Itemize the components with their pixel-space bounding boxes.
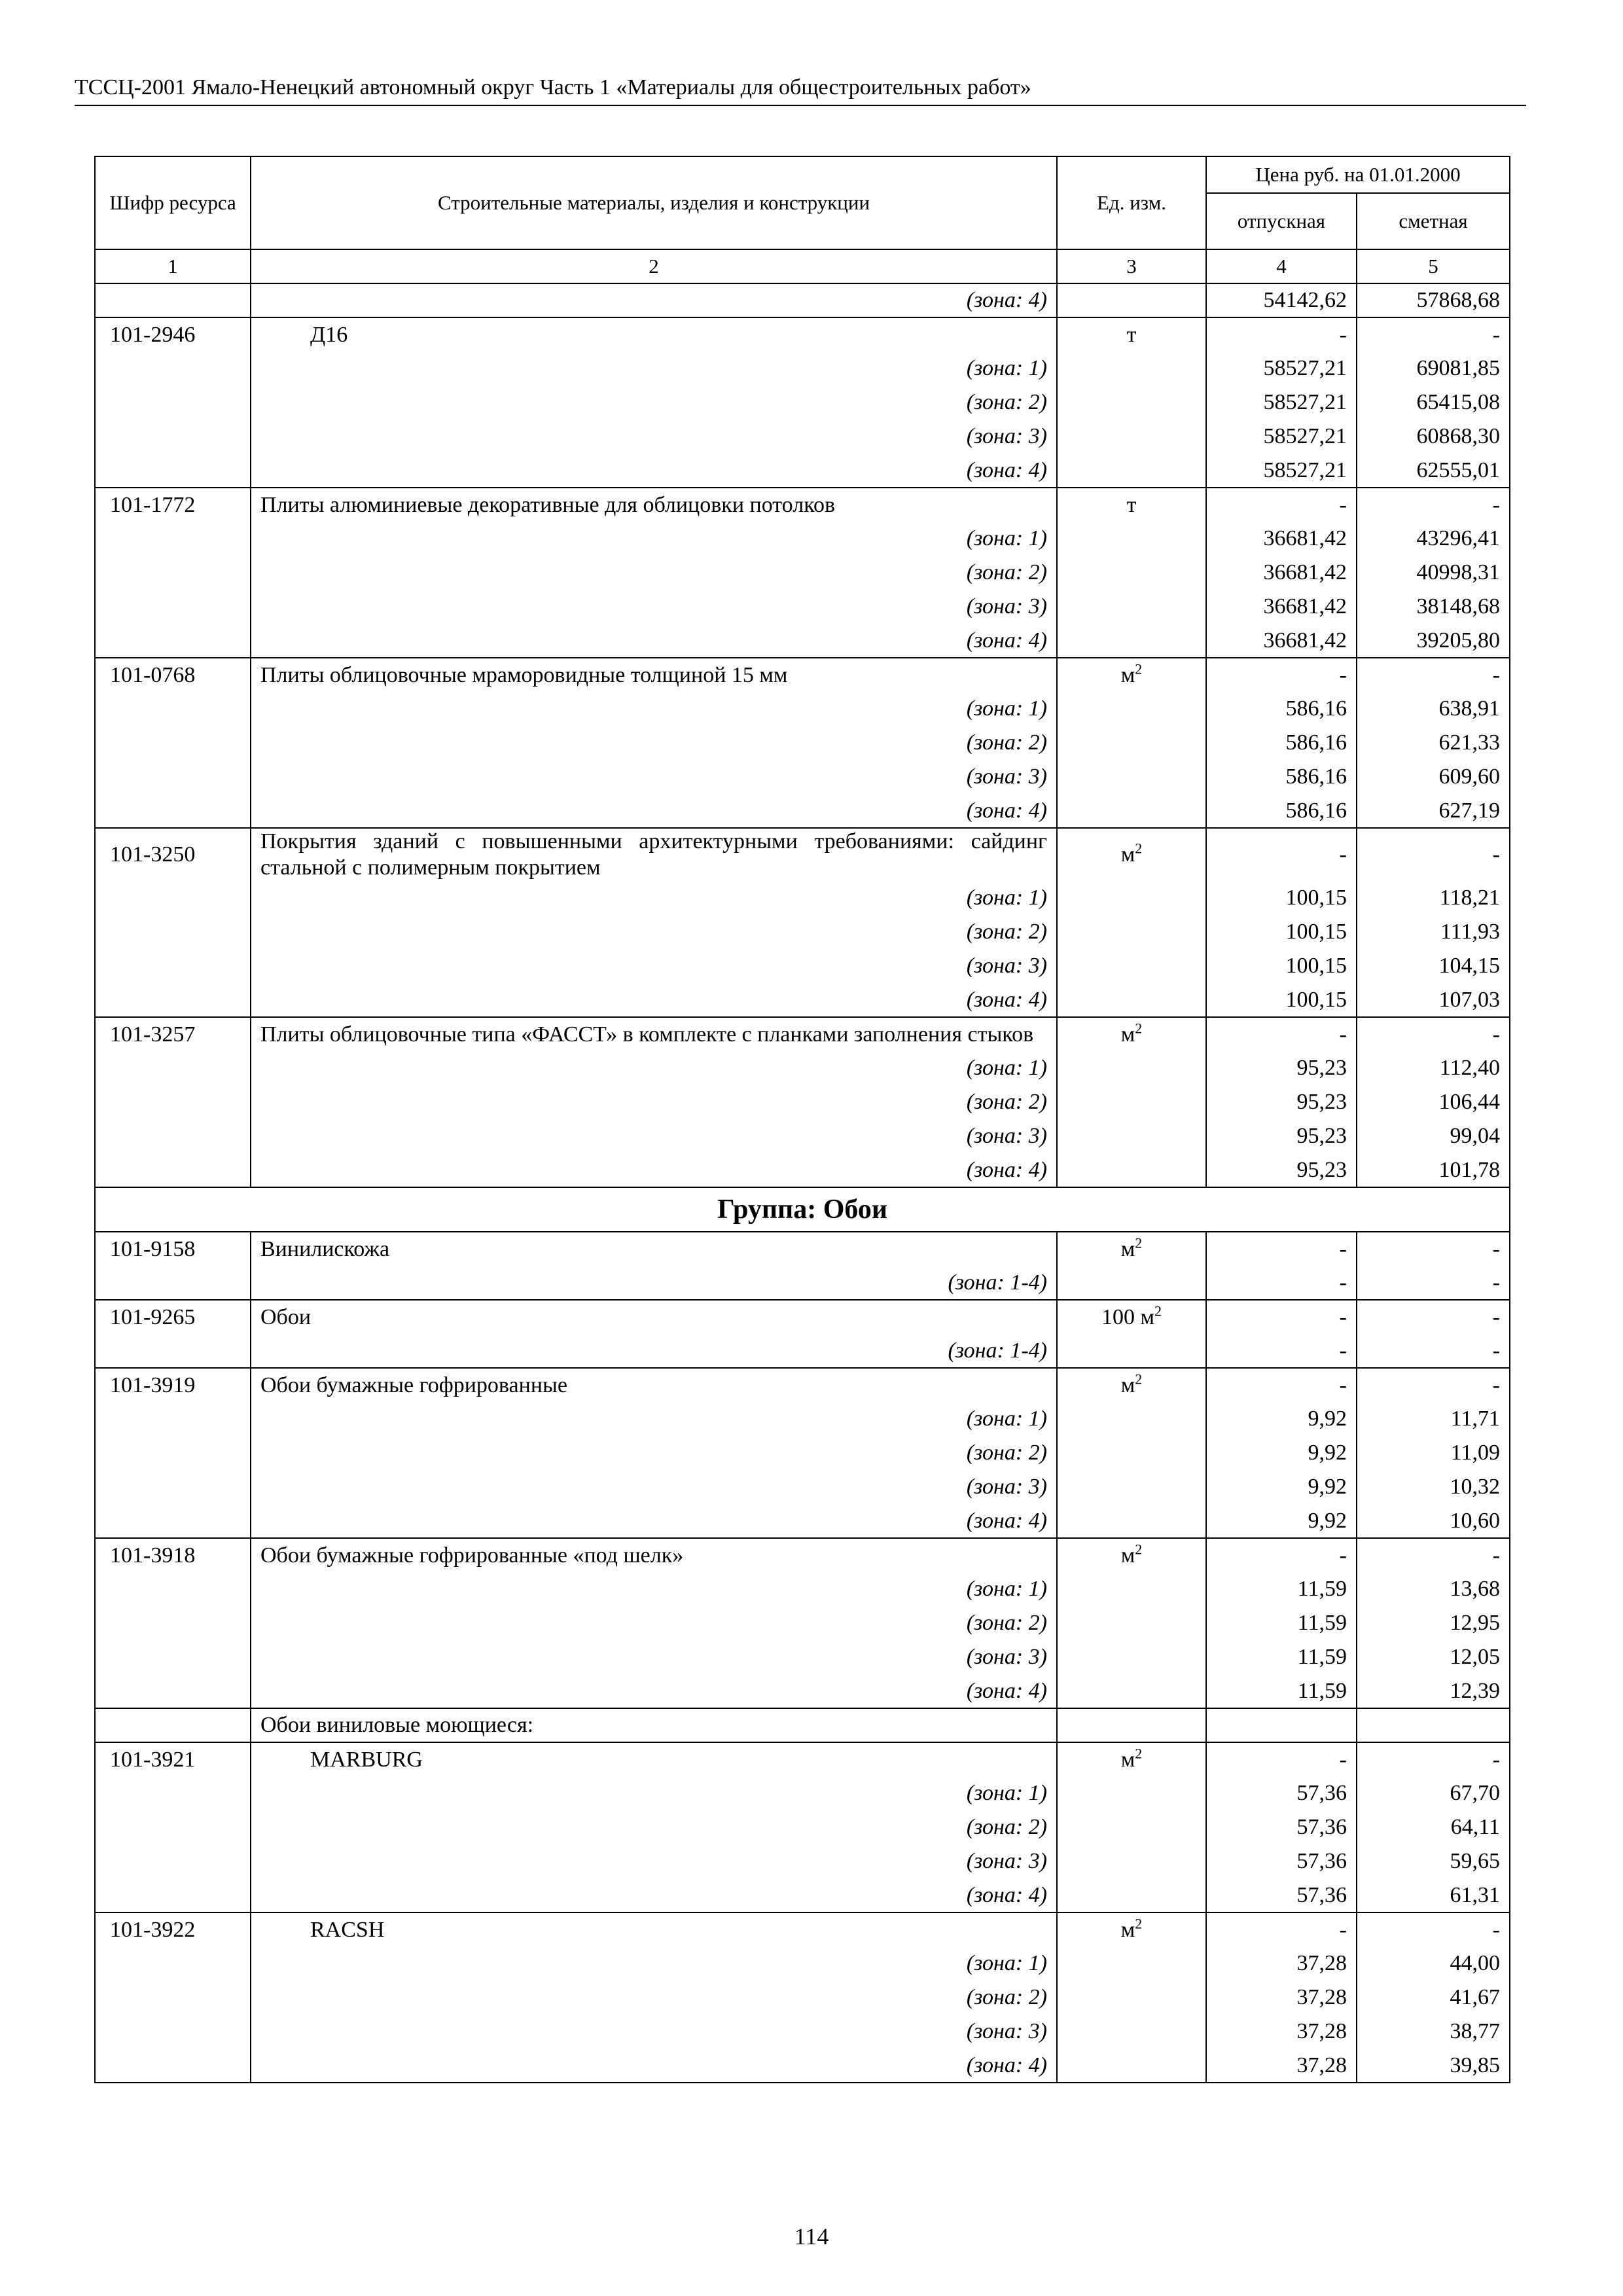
release-price: 9,92	[1206, 1470, 1357, 1504]
estimate-price: 69081,85	[1357, 351, 1510, 386]
release-price: -	[1206, 828, 1357, 881]
table-row	[95, 1300, 1510, 1368]
unit-exponent: 2	[1135, 1541, 1143, 1558]
column-numbers-row	[95, 249, 1510, 283]
unit-text: м	[1120, 1543, 1135, 1568]
estimate-price: 638,91	[1357, 692, 1510, 726]
estimate-price: -	[1357, 317, 1510, 351]
material-name: Плиты алюминиевые декоративные для облицовки потолков	[251, 488, 1057, 522]
release-price: 58527,21	[1206, 454, 1357, 488]
estimate-price: 44,00	[1357, 1946, 1510, 1981]
estimate-price: 11,09	[1357, 1436, 1510, 1470]
estimate-price: -	[1357, 828, 1510, 881]
release-price: -	[1206, 1368, 1357, 1402]
release-price: 54142,62	[1206, 283, 1357, 317]
material-name: MARBURG	[251, 1742, 1057, 1776]
zone-label: (зона: 2)	[251, 1085, 1057, 1119]
table-row	[95, 317, 1510, 488]
release-price: 11,59	[1206, 1640, 1357, 1674]
estimate-price: -	[1357, 658, 1510, 692]
unit-exponent: 2	[1135, 1020, 1143, 1037]
estimate-price: 10,60	[1357, 1504, 1510, 1538]
zone-label: (зона: 3)	[251, 420, 1057, 454]
estimate-price: 65415,08	[1357, 386, 1510, 420]
page-header: ТССЦ-2001 Ямало-Ненецкий автономный округ Часть 1 «Материалы для общестроительных работ»	[75, 73, 1526, 106]
unit-exponent: 2	[1135, 1745, 1143, 1762]
zone-label: (зона: 2)	[251, 915, 1057, 949]
resource-code: 101-3919	[95, 1368, 251, 1402]
unit-exponent: 2	[1135, 840, 1143, 857]
zone-label: (зона: 1)	[251, 1051, 1057, 1085]
resource-code: 101-3250	[95, 828, 251, 881]
table-row	[95, 1538, 1510, 1708]
estimate-price: 609,60	[1357, 760, 1510, 794]
col-number: 2	[251, 249, 1057, 283]
release-price: 36681,42	[1206, 590, 1357, 624]
unit-text: м	[1120, 1236, 1135, 1261]
release-price: 100,15	[1206, 881, 1357, 915]
release-price: 586,16	[1206, 760, 1357, 794]
estimate-price: 62555,01	[1357, 454, 1510, 488]
zone-label: (зона: 2)	[251, 1606, 1057, 1640]
release-price: 11,59	[1206, 1606, 1357, 1640]
material-name: Обои бумажные гофрированные «под шелк»	[251, 1538, 1057, 1572]
zone-label: (зона: 4)	[251, 1878, 1057, 1912]
release-price: 11,59	[1206, 1674, 1357, 1708]
zone-label: (зона: 4)	[251, 2049, 1057, 2083]
price-table	[94, 156, 1510, 2083]
release-price: -	[1206, 1232, 1357, 1266]
release-price: 100,15	[1206, 915, 1357, 949]
estimate-price: 39205,80	[1357, 624, 1510, 658]
group-title: Группа: Обои	[95, 1187, 1510, 1232]
zone-label: (зона: 4)	[251, 624, 1057, 658]
release-price: 57,36	[1206, 1878, 1357, 1912]
unit: т	[1057, 317, 1206, 351]
release-price: 57,36	[1206, 1844, 1357, 1878]
release-price: -	[1206, 1912, 1357, 1946]
subgroup-heading-row	[95, 1708, 1510, 1742]
zone-label: (зона: 2)	[251, 726, 1057, 760]
estimate-price: 13,68	[1357, 1572, 1510, 1606]
release-price: -	[1206, 1538, 1357, 1572]
unit	[1057, 1368, 1206, 1402]
resource-code: 101-3918	[95, 1538, 251, 1572]
release-price: 37,28	[1206, 1946, 1357, 1981]
zone-label: (зона: 3)	[251, 1470, 1057, 1504]
table-row	[95, 1368, 1510, 1538]
estimate-price: -	[1357, 1538, 1510, 1572]
estimate-price: 104,15	[1357, 949, 1510, 983]
zone-row	[95, 283, 1510, 317]
zone-label: (зона: 2)	[251, 1981, 1057, 2015]
zone-label: (зона: 4)	[251, 1504, 1057, 1538]
zone-label: (зона: 3)	[251, 1844, 1057, 1878]
estimate-price: 12,39	[1357, 1674, 1510, 1708]
unit: т	[1057, 488, 1206, 522]
unit-text: м	[1120, 1917, 1135, 1942]
resource-code: 101-3257	[95, 1017, 251, 1051]
release-price: -	[1206, 317, 1357, 351]
material-name: Винилискожа	[251, 1232, 1057, 1266]
material-name: Плиты облицовочные типа «ФАССТ» в комплекте с планками заполнения стыков	[251, 1017, 1057, 1051]
estimate-price: 59,65	[1357, 1844, 1510, 1878]
resource-code: 101-1772	[95, 488, 251, 522]
release-price: 586,16	[1206, 692, 1357, 726]
material-name: Д16	[251, 317, 1057, 351]
table-row	[95, 1232, 1510, 1300]
col-release-header: отпускная	[1206, 193, 1357, 249]
estimate-price: 38148,68	[1357, 590, 1510, 624]
estimate-price: 39,85	[1357, 2049, 1510, 2083]
material-name: Обои	[251, 1300, 1057, 1334]
zone-label: (зона: 3)	[251, 949, 1057, 983]
estimate-price: 67,70	[1357, 1776, 1510, 1810]
resource-code: 101-9265	[95, 1300, 251, 1334]
material-name: Обои бумажные гофрированные	[251, 1368, 1057, 1402]
unit	[1057, 1742, 1206, 1776]
estimate-price: -	[1357, 1368, 1510, 1402]
release-price: -	[1206, 1266, 1357, 1300]
page-number: 114	[794, 2223, 829, 2250]
estimate-price: 107,03	[1357, 983, 1510, 1017]
zone-label: (зона: 1)	[251, 1946, 1057, 1981]
resource-code: 101-3921	[95, 1742, 251, 1776]
estimate-price: -	[1357, 1912, 1510, 1946]
release-price: -	[1206, 1742, 1357, 1776]
unit-text: м	[1120, 1372, 1135, 1397]
estimate-price: -	[1357, 1742, 1510, 1776]
zone-label: (зона: 2)	[251, 386, 1057, 420]
col-number: 5	[1357, 249, 1510, 283]
release-price: 37,28	[1206, 2015, 1357, 2049]
release-price: 586,16	[1206, 726, 1357, 760]
release-price: 9,92	[1206, 1436, 1357, 1470]
unit	[1057, 658, 1206, 692]
estimate-price: -	[1357, 1334, 1510, 1368]
release-price: 100,15	[1206, 949, 1357, 983]
col-number: 1	[95, 249, 251, 283]
unit-exponent: 2	[1135, 1234, 1143, 1251]
zone-label: (зона: 3)	[251, 1640, 1057, 1674]
estimate-price: -	[1357, 1017, 1510, 1051]
release-price: -	[1206, 488, 1357, 522]
unit	[1057, 1017, 1206, 1051]
estimate-price: -	[1357, 1232, 1510, 1266]
estimate-price: 12,95	[1357, 1606, 1510, 1640]
zone-label: (зона: 3)	[251, 590, 1057, 624]
unit-text: м	[1120, 1022, 1135, 1047]
estimate-price: -	[1357, 488, 1510, 522]
material-name: Покрытия зданий с повышенными архитектурными требованиями: сайдинг стальной с полимерным покрытием	[251, 828, 1057, 881]
unit	[1057, 1538, 1206, 1572]
zone-label: (зона: 4)	[251, 283, 1057, 317]
release-price: 100,15	[1206, 983, 1357, 1017]
resource-code: 101-3922	[95, 1912, 251, 1946]
estimate-price: 40998,31	[1357, 556, 1510, 590]
estimate-price: 61,31	[1357, 1878, 1510, 1912]
unit-text: м	[1120, 662, 1135, 687]
col-number: 3	[1057, 249, 1206, 283]
estimate-price: 38,77	[1357, 2015, 1510, 2049]
subgroup-heading: Обои виниловые моющиеся:	[251, 1708, 1057, 1742]
unit-exponent: 2	[1135, 1371, 1143, 1388]
release-price: 9,92	[1206, 1402, 1357, 1436]
zone-label: (зона: 2)	[251, 1810, 1057, 1844]
estimate-price: 111,93	[1357, 915, 1510, 949]
unit-text: 100 м	[1101, 1304, 1154, 1329]
col-number: 4	[1206, 249, 1357, 283]
release-price: 58527,21	[1206, 386, 1357, 420]
col-estimate-header: сметная	[1357, 193, 1510, 249]
release-price: 57,36	[1206, 1810, 1357, 1844]
zone-label: (зона: 4)	[251, 1153, 1057, 1187]
zone-label: (зона: 1)	[251, 1776, 1057, 1810]
estimate-price: 101,78	[1357, 1153, 1510, 1187]
zone-label: (зона: 3)	[251, 1119, 1057, 1153]
estimate-price: 43296,41	[1357, 522, 1510, 556]
estimate-price: 57868,68	[1357, 283, 1510, 317]
unit-text: м	[1120, 842, 1135, 867]
zone-label: (зона: 4)	[251, 1674, 1057, 1708]
group-section	[95, 1187, 1510, 1232]
material-name: Плиты облицовочные мраморовидные толщиной 15 мм	[251, 658, 1057, 692]
zone-label: (зона: 4)	[251, 983, 1057, 1017]
release-price: 36681,42	[1206, 556, 1357, 590]
table-row	[95, 1912, 1510, 2083]
release-price: -	[1206, 1300, 1357, 1334]
zone-label: (зона: 3)	[251, 760, 1057, 794]
unit	[1057, 1912, 1206, 1946]
zone-label: (зона: 4)	[251, 454, 1057, 488]
table-row	[95, 1742, 1510, 1912]
estimate-price: 41,67	[1357, 1981, 1510, 2015]
release-price: 95,23	[1206, 1085, 1357, 1119]
col-name-header: Строительные материалы, изделия и конструкции	[251, 156, 1057, 249]
estimate-price: 118,21	[1357, 881, 1510, 915]
release-price: 11,59	[1206, 1572, 1357, 1606]
zone-label: (зона: 1)	[251, 881, 1057, 915]
release-price: 57,36	[1206, 1776, 1357, 1810]
release-price: 9,92	[1206, 1504, 1357, 1538]
estimate-price: 627,19	[1357, 794, 1510, 828]
release-price: 37,28	[1206, 1981, 1357, 2015]
col-code-header: Шифр ресурса	[95, 156, 251, 249]
release-price: 37,28	[1206, 2049, 1357, 2083]
estimate-price: 106,44	[1357, 1085, 1510, 1119]
estimate-price: 11,71	[1357, 1402, 1510, 1436]
release-price: 36681,42	[1206, 624, 1357, 658]
estimate-price: 112,40	[1357, 1051, 1510, 1085]
unit-text: м	[1120, 1747, 1135, 1772]
continued-entry	[95, 283, 1510, 317]
table-row	[95, 828, 1510, 1017]
estimate-price: -	[1357, 1266, 1510, 1300]
release-price: 58527,21	[1206, 351, 1357, 386]
material-name: RACSH	[251, 1912, 1057, 1946]
estimate-price: 64,11	[1357, 1810, 1510, 1844]
zone-label: (зона: 1)	[251, 351, 1057, 386]
table-row	[95, 658, 1510, 828]
zone-label: (зона: 1-4)	[251, 1266, 1057, 1300]
zone-label: (зона: 1-4)	[251, 1334, 1057, 1368]
estimate-price: 60868,30	[1357, 420, 1510, 454]
release-price: -	[1206, 1334, 1357, 1368]
zone-label: (зона: 2)	[251, 1436, 1057, 1470]
table-row	[95, 488, 1510, 658]
release-price: 36681,42	[1206, 522, 1357, 556]
table-row	[95, 1017, 1510, 1187]
estimate-price: 621,33	[1357, 726, 1510, 760]
col-unit-header: Ед. изм.	[1057, 156, 1206, 249]
resource-code: 101-9158	[95, 1232, 251, 1266]
release-price: 586,16	[1206, 794, 1357, 828]
zone-label: (зона: 1)	[251, 692, 1057, 726]
unit-exponent: 2	[1154, 1302, 1162, 1319]
unit	[1057, 1232, 1206, 1266]
zone-label: (зона: 1)	[251, 1572, 1057, 1606]
zone-label: (зона: 4)	[251, 794, 1057, 828]
estimate-price: 12,05	[1357, 1640, 1510, 1674]
unit-exponent: 2	[1135, 1915, 1143, 1932]
release-price: 58527,21	[1206, 420, 1357, 454]
estimate-price: -	[1357, 1300, 1510, 1334]
unit-exponent: 2	[1135, 660, 1143, 677]
zone-label: (зона: 1)	[251, 522, 1057, 556]
unit	[1057, 828, 1206, 881]
release-price: 95,23	[1206, 1119, 1357, 1153]
estimate-price: 10,32	[1357, 1470, 1510, 1504]
resource-code: 101-0768	[95, 658, 251, 692]
resource-code: 101-2946	[95, 317, 251, 351]
unit	[1057, 1300, 1206, 1334]
release-price: 95,23	[1206, 1153, 1357, 1187]
release-price: 95,23	[1206, 1051, 1357, 1085]
col-price-header: Цена руб. на 01.01.2000	[1206, 156, 1510, 193]
release-price: -	[1206, 658, 1357, 692]
release-price: -	[1206, 1017, 1357, 1051]
zone-label: (зона: 1)	[251, 1402, 1057, 1436]
estimate-price: 99,04	[1357, 1119, 1510, 1153]
zone-label: (зона: 2)	[251, 556, 1057, 590]
zone-label: (зона: 3)	[251, 2015, 1057, 2049]
